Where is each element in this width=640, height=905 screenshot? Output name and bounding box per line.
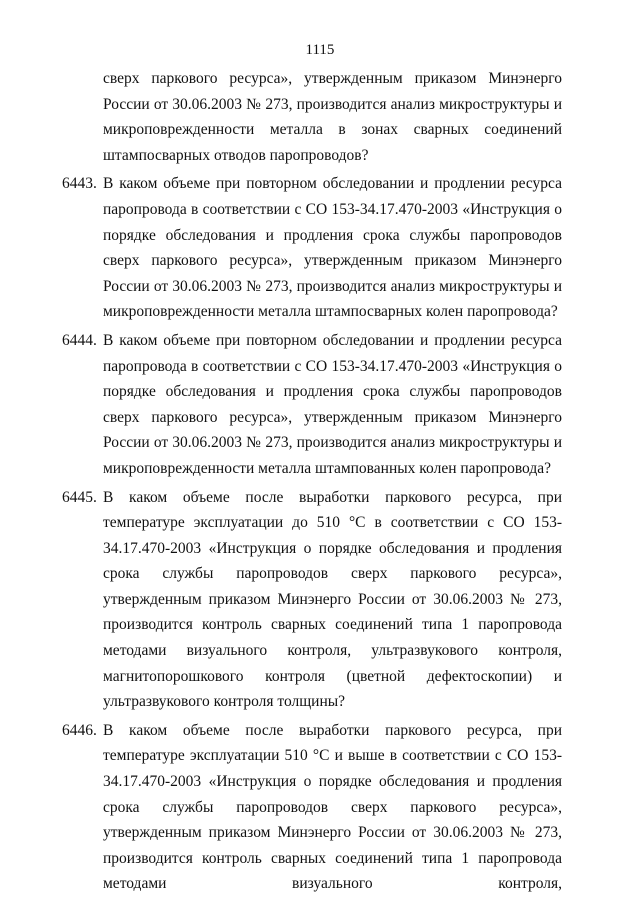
question-continued bbox=[62, 66, 562, 168]
question-number: 6443. bbox=[62, 175, 97, 193]
page-number: 1115 bbox=[305, 42, 335, 58]
question-number: 6444. bbox=[62, 331, 97, 349]
question-6446 bbox=[62, 718, 562, 897]
question-text: В каком объеме при повторном обследовании и продлении ресурса паропровода в соответствии с СО 153-34.17.470-2003 «Инструкция о порядке обследования и продления срока службы паропроводов сверх паркового ресурса», утвержденным приказом Минэнерго России от 30.06.2003 № 273, производится анализ микроструктуры и микроповрежденности металла штампосварных колен паропровода? bbox=[103, 175, 562, 321]
document-body bbox=[62, 66, 562, 900]
question-number: 6446. bbox=[62, 721, 97, 739]
question-text: В каком объеме при повторном обследовании и продлении ресурса паропровода в соответствии с СО 153-34.17.470-2003 «Инструкция о порядке обследования и продления срока службы паропроводов сверх паркового ресурса», утвержденным приказом Минэнерго России от 30.06.2003 № 273, производится анализ микроструктуры и микроповрежденности металла штампованных колен паропровода? bbox=[103, 331, 562, 477]
question-text: сверх паркового ресурса», утвержденным приказом Минэнерго России от 30.06.2003 № 273, производится анализ микроструктуры и микроповрежденности металла в зонах сварных соединений штампосварных отводов паропроводов? bbox=[103, 70, 562, 164]
question-text: В каком объеме после выработки паркового ресурса, при температуре эксплуатации до 510 °С в соответствии с СО 153-34.17.470-2003 «Инструкция о порядке обследования и продления срока службы паропроводов сверх паркового ресурса», утвержденным приказом Минэнерго России от 30.06.2003 № 273, производится контроль сварных соединений типа 1 паропровода методами визуального контроля, ультразвукового контроля, магнитопорошкового контроля (цветной дефектоскопии) и ультразвукового контроля толщины? bbox=[103, 488, 562, 711]
question-number: 6445. bbox=[62, 488, 97, 506]
question-text: В каком объеме после выработки паркового ресурса, при температуре эксплуатации 510 °С и выше в соответствии с СО 153-34.17.470-2003 «Инструкция о порядке обследования и продления срока службы паропроводов сверх паркового ресурса», утвержденным приказом Минэнерго России от 30.06.2003 № 273, производится контроль сварных соединений типа 1 паропровода методами визуального контроля, bbox=[103, 721, 562, 893]
question-6444 bbox=[62, 328, 562, 482]
question-6445 bbox=[62, 485, 562, 715]
question-6443 bbox=[62, 171, 562, 325]
